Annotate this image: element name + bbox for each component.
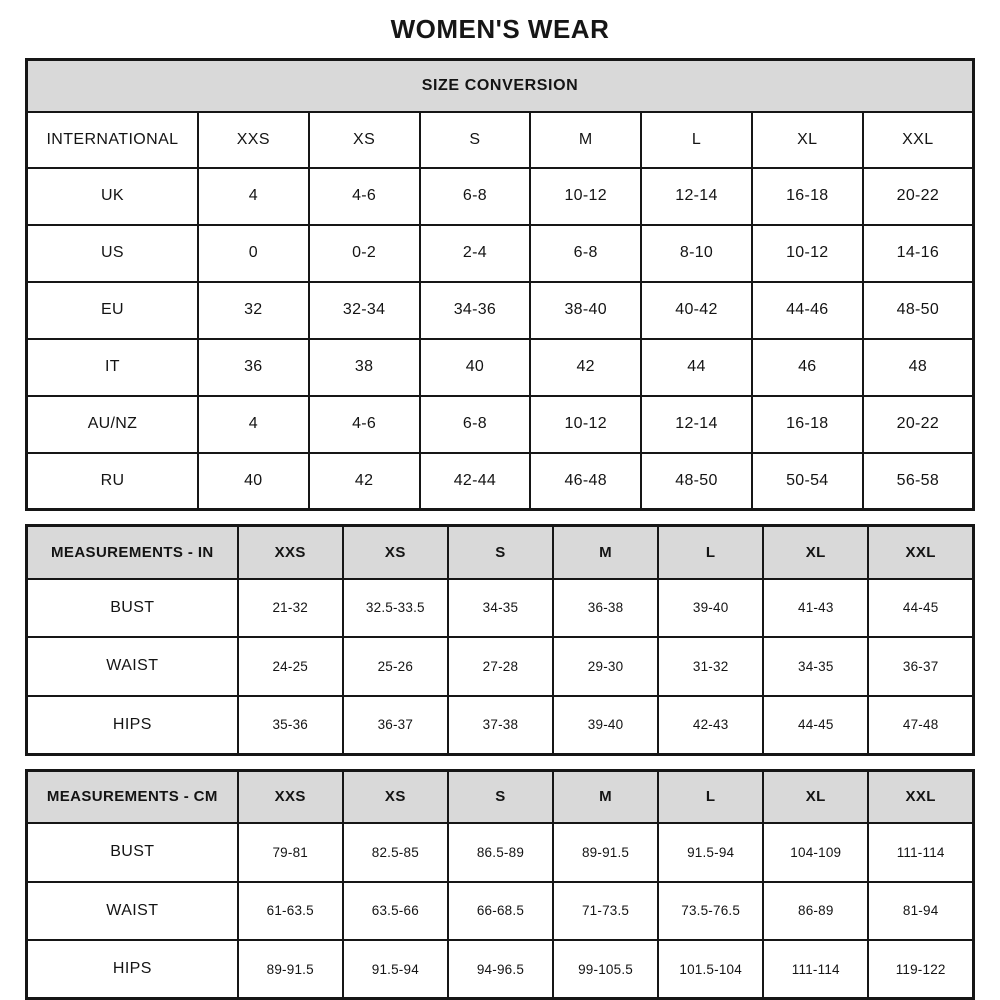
size-conversion-header-label: INTERNATIONAL [27,112,198,168]
value-cell: 86.5-89 [448,823,553,882]
value-cell: 39-40 [553,696,658,755]
measurements-cm-table [25,769,975,1000]
measurements-cm-size-header: S [448,770,553,823]
value-cell: 111-114 [868,823,973,882]
size-conversion-size-header: XXL [863,112,974,168]
value-cell: 35-36 [238,696,343,755]
size-conversion-size-header: M [530,112,641,168]
measurements-cm-size-header: XS [343,770,448,823]
size-conversion-banner: SIZE CONVERSION [27,60,974,112]
value-cell: 82.5-85 [343,823,448,882]
value-cell: 0-2 [309,225,420,282]
size-conversion-row-it [27,339,974,396]
measurements-cm-row-bust [27,823,974,882]
value-cell: 56-58 [863,453,974,510]
measurements-cm-row-waist [27,882,974,941]
value-cell: 44-46 [752,282,863,339]
value-cell: 86-89 [763,882,868,941]
value-cell: 44 [641,339,752,396]
row-label: UK [27,168,198,225]
table-gap [25,511,975,524]
value-cell: 48-50 [641,453,752,510]
value-cell: 94-96.5 [448,940,553,999]
value-cell: 66-68.5 [448,882,553,941]
measurements-in-row-waist [27,637,974,696]
value-cell: 91.5-94 [658,823,763,882]
value-cell: 47-48 [868,696,973,755]
value-cell: 2-4 [420,225,531,282]
value-cell: 32 [198,282,309,339]
size-conversion-row-ru [27,453,974,510]
size-conversion-table [25,58,975,511]
measurements-cm-size-header: XL [763,770,868,823]
value-cell: 24-25 [238,637,343,696]
value-cell: 46 [752,339,863,396]
value-cell: 12-14 [641,168,752,225]
value-cell: 42 [309,453,420,510]
value-cell: 73.5-76.5 [658,882,763,941]
value-cell: 20-22 [863,168,974,225]
value-cell: 101.5-104 [658,940,763,999]
value-cell: 89-91.5 [238,940,343,999]
value-cell: 111-114 [763,940,868,999]
size-conversion-row-eu [27,282,974,339]
value-cell: 42-44 [420,453,531,510]
value-cell: 81-94 [868,882,973,941]
value-cell: 40 [420,339,531,396]
value-cell: 104-109 [763,823,868,882]
value-cell: 36-38 [553,579,658,638]
value-cell: 6-8 [420,168,531,225]
value-cell: 38 [309,339,420,396]
value-cell: 37-38 [448,696,553,755]
measurements-cm-size-header: XXL [868,770,973,823]
value-cell: 6-8 [530,225,641,282]
row-label: RU [27,453,198,510]
value-cell: 27-28 [448,637,553,696]
value-cell: 32-34 [309,282,420,339]
value-cell: 99-105.5 [553,940,658,999]
value-cell: 4-6 [309,396,420,453]
value-cell: 36-37 [868,637,973,696]
value-cell: 42 [530,339,641,396]
row-label: HIPS [27,696,238,755]
measurements-cm-row-hips [27,940,974,999]
size-conversion-size-header: L [641,112,752,168]
value-cell: 32.5-33.5 [343,579,448,638]
value-cell: 40 [198,453,309,510]
value-cell: 4 [198,396,309,453]
size-conversion-size-header: XL [752,112,863,168]
value-cell: 48-50 [863,282,974,339]
value-cell: 36 [198,339,309,396]
value-cell: 4-6 [309,168,420,225]
size-conversion-size-header: XXS [198,112,309,168]
value-cell: 16-18 [752,168,863,225]
measurements-in-row-bust [27,579,974,638]
measurements-cm-size-header: M [553,770,658,823]
measurements-cm-size-header: XXS [238,770,343,823]
value-cell: 63.5-66 [343,882,448,941]
value-cell: 44-45 [868,579,973,638]
value-cell: 21-32 [238,579,343,638]
value-cell: 10-12 [752,225,863,282]
row-label: US [27,225,198,282]
measurements-in-size-header: XL [763,526,868,579]
size-conversion-row-au-nz [27,396,974,453]
value-cell: 10-12 [530,168,641,225]
value-cell: 48 [863,339,974,396]
value-cell: 41-43 [763,579,868,638]
row-label: WAIST [27,882,238,941]
measurements-in-size-header: XS [343,526,448,579]
value-cell: 10-12 [530,396,641,453]
row-label: HIPS [27,940,238,999]
value-cell: 4 [198,168,309,225]
page-title: WOMEN'S WEAR [390,13,610,44]
row-label: AU/NZ [27,396,198,453]
size-conversion-row-uk [27,168,974,225]
measurements-cm-size-header: L [658,770,763,823]
value-cell: 20-22 [863,396,974,453]
value-cell: 40-42 [641,282,752,339]
value-cell: 31-32 [658,637,763,696]
value-cell: 119-122 [868,940,973,999]
measurements-in-size-header: XXS [238,526,343,579]
measurements-in-size-header: L [658,526,763,579]
value-cell: 36-37 [343,696,448,755]
value-cell: 38-40 [530,282,641,339]
measurements-in-size-header: M [553,526,658,579]
row-label: WAIST [27,637,238,696]
row-label: EU [27,282,198,339]
value-cell: 71-73.5 [553,882,658,941]
row-label: BUST [27,579,238,638]
row-label: BUST [27,823,238,882]
value-cell: 42-43 [658,696,763,755]
value-cell: 79-81 [238,823,343,882]
value-cell: 14-16 [863,225,974,282]
value-cell: 6-8 [420,396,531,453]
size-conversion-size-header: S [420,112,531,168]
value-cell: 8-10 [641,225,752,282]
value-cell: 91.5-94 [343,940,448,999]
value-cell: 25-26 [343,637,448,696]
measurements-in-size-header: S [448,526,553,579]
value-cell: 61-63.5 [238,882,343,941]
measurements-in-table [25,524,975,756]
value-cell: 12-14 [641,396,752,453]
value-cell: 16-18 [752,396,863,453]
value-cell: 34-36 [420,282,531,339]
value-cell: 46-48 [530,453,641,510]
size-conversion-row-us [27,225,974,282]
value-cell: 89-91.5 [553,823,658,882]
measurements-cm-header-label: MEASUREMENTS - CM [27,770,238,823]
value-cell: 50-54 [752,453,863,510]
size-conversion-size-header: XS [309,112,420,168]
measurements-in-header-label: MEASUREMENTS - IN [27,526,238,579]
value-cell: 44-45 [763,696,868,755]
value-cell: 0 [198,225,309,282]
table-gap [25,756,975,769]
value-cell: 29-30 [553,637,658,696]
measurements-in-row-hips [27,696,974,755]
value-cell: 39-40 [658,579,763,638]
row-label: IT [27,339,198,396]
value-cell: 34-35 [448,579,553,638]
measurements-in-size-header: XXL [868,526,973,579]
value-cell: 34-35 [763,637,868,696]
